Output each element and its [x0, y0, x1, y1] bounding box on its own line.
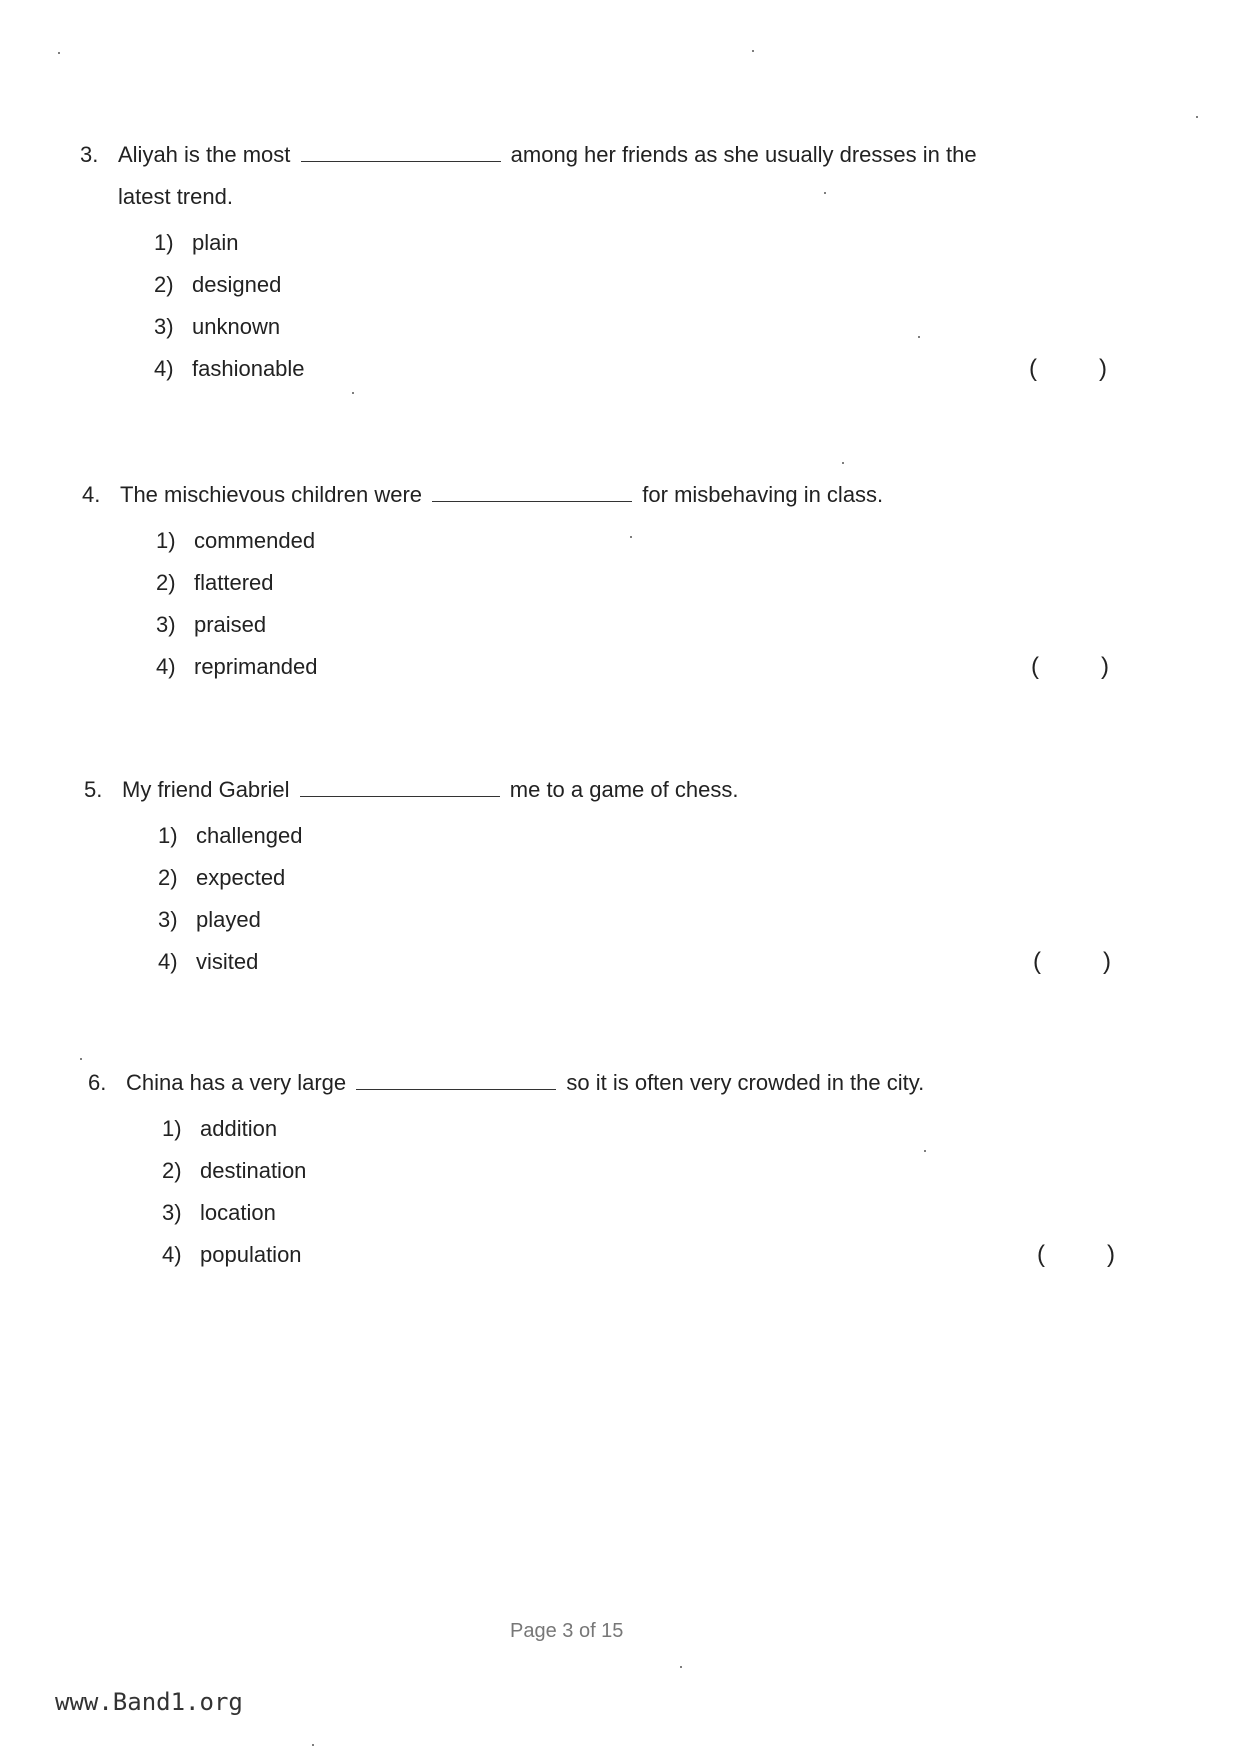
option-number: 2) [158, 865, 178, 890]
scan-speck [680, 1666, 682, 1668]
option-number: 1) [162, 1116, 182, 1141]
option-text: unknown [192, 314, 281, 339]
question-text-after: me to a game of chess. [509, 777, 739, 802]
option-text: visited [196, 949, 259, 974]
option-text: location [200, 1200, 276, 1225]
option-number: 3) [154, 314, 174, 339]
website-footer: www.Band1.org [55, 1688, 243, 1716]
question-text-after: so it is often very crowded in the city. [566, 1070, 925, 1095]
question-number: 6. [88, 1070, 107, 1095]
options-list [82, 520, 1109, 688]
scan-speck [312, 1744, 314, 1746]
bracket-close: ) [1103, 948, 1111, 975]
option-text: flattered [194, 570, 274, 595]
question-text-after: among her friends as she usually dresses in the [510, 142, 977, 167]
page-number: Page 3 of 15 [510, 1620, 624, 1642]
option-number: 4) [156, 654, 176, 679]
question-stem [84, 775, 1094, 805]
option-text: destination [200, 1158, 307, 1183]
scan-speck [630, 536, 632, 538]
scan-speck [918, 336, 920, 338]
question-number: 5. [84, 777, 103, 802]
option-text: population [200, 1242, 302, 1267]
question-text-before: The mischievous children were [120, 482, 423, 507]
option-2 [158, 857, 1094, 899]
bracket-open: ( [1031, 653, 1039, 680]
bracket-close: ) [1099, 355, 1107, 382]
question-4 [82, 480, 1109, 688]
scan-speck [1196, 116, 1198, 118]
option-2 [162, 1150, 1098, 1192]
question-text-before: My friend Gabriel [122, 777, 290, 802]
bracket-open: ( [1033, 948, 1041, 975]
option-1 [156, 520, 1092, 562]
option-text: reprimanded [194, 654, 318, 679]
bracket-open: ( [1037, 1241, 1045, 1268]
option-3 [158, 899, 1094, 941]
option-4 [154, 348, 1107, 390]
option-2 [154, 264, 1090, 306]
question-text-before: Aliyah is the most [118, 142, 291, 167]
scan-speck [58, 52, 60, 54]
option-4 [156, 646, 1109, 688]
question-5 [84, 775, 1111, 983]
scan-speck [924, 1150, 926, 1152]
answer-blank [432, 483, 632, 502]
question-number: 4. [82, 482, 101, 507]
bracket-close: ) [1101, 653, 1109, 680]
scan-speck [824, 192, 826, 194]
option-text: commended [194, 528, 316, 553]
answer-blank [356, 1071, 556, 1090]
option-text: plain [192, 230, 239, 255]
option-number: 3) [156, 612, 176, 637]
option-text: fashionable [192, 356, 305, 381]
option-number: 3) [162, 1200, 182, 1225]
option-1 [158, 815, 1094, 857]
question-text-before: China has a very large [126, 1070, 347, 1095]
option-3 [156, 604, 1092, 646]
answer-blank [301, 143, 501, 162]
option-text: addition [200, 1116, 278, 1141]
option-number: 4) [154, 356, 174, 381]
scan-speck [352, 392, 354, 394]
option-number: 4) [162, 1242, 182, 1267]
options-list [84, 815, 1111, 983]
bracket-close: ) [1107, 1241, 1115, 1268]
option-text: expected [196, 865, 286, 890]
question-number: 3. [80, 142, 99, 167]
option-text: praised [194, 612, 267, 637]
option-number: 2) [156, 570, 176, 595]
option-1 [162, 1108, 1098, 1150]
options-list [80, 222, 1107, 390]
option-number: 1) [154, 230, 174, 255]
option-3 [162, 1192, 1098, 1234]
options-list [88, 1108, 1115, 1276]
scan-speck [80, 1058, 82, 1060]
option-number: 3) [158, 907, 178, 932]
answer-blank [300, 778, 500, 797]
question-continuation: latest trend. [118, 184, 233, 209]
option-number: 2) [154, 272, 174, 297]
question-text-after: for misbehaving in class. [642, 482, 884, 507]
question-stem [82, 480, 1092, 510]
question-3 [80, 140, 1107, 390]
option-number: 4) [158, 949, 178, 974]
option-1 [154, 222, 1090, 264]
option-text: designed [192, 272, 282, 297]
option-4 [158, 941, 1111, 983]
bracket-open: ( [1029, 355, 1037, 382]
option-3 [154, 306, 1090, 348]
question-6 [88, 1068, 1115, 1276]
option-2 [156, 562, 1092, 604]
option-text: challenged [196, 823, 303, 848]
scan-speck [752, 50, 754, 52]
scan-speck [842, 462, 844, 464]
option-number: 1) [158, 823, 178, 848]
question-stem [88, 1068, 1098, 1098]
option-number: 2) [162, 1158, 182, 1183]
question-stem [80, 140, 1090, 170]
option-number: 1) [156, 528, 176, 553]
option-4 [162, 1234, 1115, 1276]
option-text: played [196, 907, 261, 932]
